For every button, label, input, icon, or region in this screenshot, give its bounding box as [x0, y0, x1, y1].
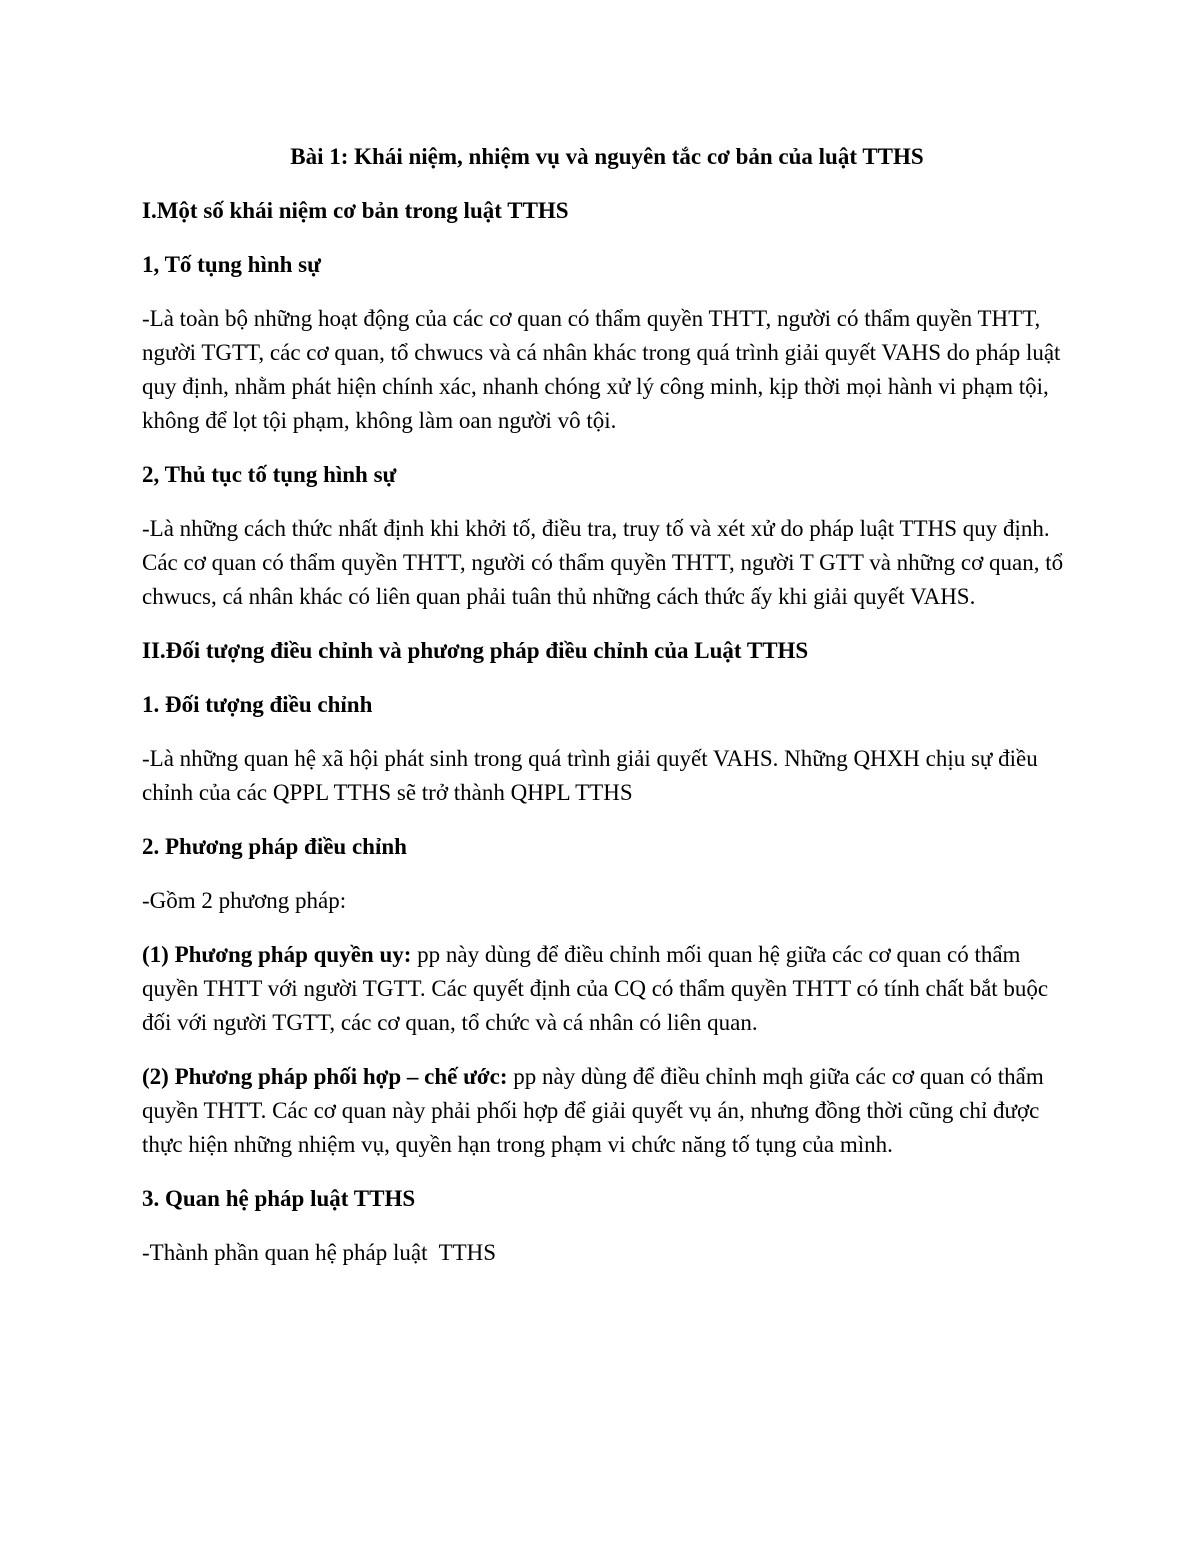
method-2-paragraph	[142, 1060, 1072, 1162]
method-1-text: pp này dùng để điều chỉnh mối quan hệ giữa các cơ quan có thẩm quyền THTT với người TGTT. Các quyết định của CQ có thẩm quyền THTT có tính chất bắt buộc đối với người TGTT, các cơ quan, tổ chức và cá nhân có liên quan.	[142, 942, 1049, 1035]
subsection-2-1-heading: 1. Đối tượng điều chỉnh	[142, 692, 373, 717]
subsection-2-3-text: -Thành phần quan hệ pháp luật TTHS	[142, 1240, 497, 1265]
subsection-1-1-heading: 1, Tố tụng hình sự	[142, 252, 321, 277]
method-1-lead: (1) Phương pháp quyền uy:	[142, 942, 412, 967]
method-2-lead: (2) Phương pháp phối hợp – chế ước:	[142, 1064, 508, 1089]
document-title: Bài 1: Khái niệm, nhiệm vụ và nguyên tắc cơ bản của luật TTHS	[290, 144, 924, 169]
method-2-text: pp này dùng để điều chỉnh mqh giữa các cơ quan có thẩm quyền THTT. Các cơ quan này phải phối hợp để giải quyết vụ án, nhưng đồng thời cũng chỉ được thực hiện những nhiệm vụ, quyền hạn trong phạm vi chức năng tố tụng của mình.	[142, 1064, 1044, 1157]
subsection-2-3-heading: 3. Quan hệ pháp luật TTHS	[142, 1186, 416, 1211]
section-2-heading: II.Đối tượng điều chỉnh và phương pháp điều chỉnh của Luật TTHS	[142, 638, 809, 663]
subsection-1-2-text: -Là những cách thức nhất định khi khởi tố, điều tra, truy tố và xét xử do pháp luật TTHS quy định. Các cơ quan có thẩm quyền THTT, người có thẩm quyền THTT, người T GTT và những cơ quan, tổ chwucs, cá nhân khác có liên quan phải tuân thủ những cách thức ấy khi giải quyết VAHS.	[142, 516, 1064, 609]
subsection-1-1-text: -Là toàn bộ những hoạt động của các cơ quan có thẩm quyền THTT, người có thẩm quyền THTT, người TGTT, các cơ quan, tổ chwucs và cá nhân khác trong quá trình giải quyết VAHS do pháp luật quy định, nhằm phát hiện chính xác, nhanh chóng xử lý công minh, kịp thời mọi hành vi phạm tội, không để lọt tội phạm, không làm oan người vô tội.	[142, 306, 1061, 433]
method-1-paragraph	[142, 938, 1072, 1040]
subsection-1-2-heading: 2, Thủ tục tố tụng hình sự	[142, 462, 397, 487]
subsection-2-1-text: -Là những quan hệ xã hội phát sinh trong quá trình giải quyết VAHS. Những QHXH chịu sự điều chỉnh của các QPPL TTHS sẽ trở thành QHPL TTHS	[142, 746, 1038, 805]
subsection-2-2-heading: 2. Phương pháp điều chỉnh	[142, 834, 407, 859]
section-1-heading: I.Một số khái niệm cơ bản trong luật TTHS	[142, 198, 569, 223]
subsection-2-2-intro: -Gồm 2 phương pháp:	[142, 888, 347, 913]
document-page	[142, 140, 1072, 1290]
